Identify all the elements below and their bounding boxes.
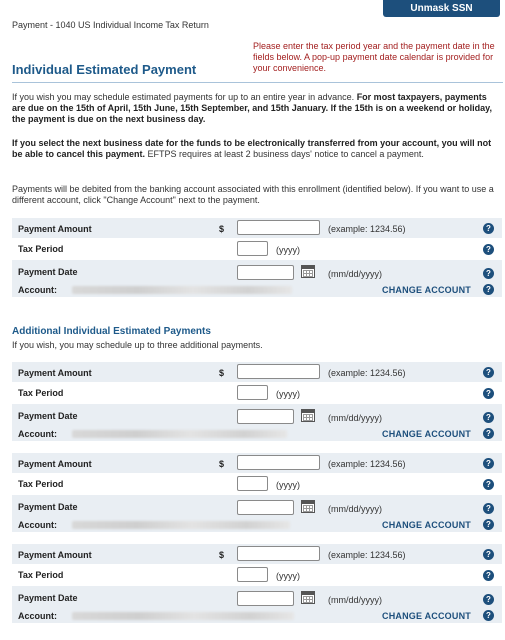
cancel-text: EFTPS requires at least 2 business days' notice to cancel a payment. [145, 149, 424, 159]
help-icon[interactable]: ? [483, 479, 494, 490]
help-icon[interactable]: ? [483, 244, 494, 255]
help-icon[interactable]: ? [483, 519, 494, 530]
change-account-link[interactable]: CHANGE ACCOUNT [382, 611, 471, 621]
dollar-sign: $ [219, 459, 225, 469]
additional-payments-title: Additional Individual Estimated Payments [12, 326, 211, 337]
masked-account-number [72, 612, 294, 620]
intro-paragraph-cancel [12, 138, 500, 160]
dollar-sign: $ [219, 224, 225, 234]
payment-date-row [12, 586, 502, 623]
dollar-sign: $ [219, 368, 225, 378]
unmask-ssn-button[interactable]: Unmask SSN [383, 0, 500, 17]
payment-date-input[interactable] [237, 409, 294, 424]
additional-payments-subtitle: If you wish, you may schedule up to three additional payments. [12, 340, 263, 350]
period-hint: (yyyy) [276, 245, 300, 255]
amount-hint: (example: 1234.56) [328, 550, 406, 560]
masked-account-number [72, 521, 290, 529]
tax-period-input[interactable] [237, 476, 268, 491]
calendar-icon[interactable] [301, 265, 315, 278]
payment-amount-row [12, 218, 502, 238]
payment-date-label: Payment Date [18, 411, 78, 421]
tax-period-label: Tax Period [18, 388, 64, 398]
period-hint: (yyyy) [276, 480, 300, 490]
payment-date-input[interactable] [237, 500, 294, 515]
change-account-link[interactable]: CHANGE ACCOUNT [382, 520, 471, 530]
payment-date-label: Payment Date [18, 502, 78, 512]
masked-account-number [72, 430, 287, 438]
payment-amount-label: Payment Amount [18, 459, 92, 469]
help-icon[interactable]: ? [483, 610, 494, 621]
cancel-bold-text: If you select the next business date for the funds to be electronically transferred from your account, you will not be able to cancel this payment. [12, 138, 492, 159]
page-title: Individual Estimated Payment [12, 62, 197, 77]
help-icon[interactable]: ? [483, 458, 494, 469]
help-icon[interactable]: ? [483, 284, 494, 295]
change-account-link[interactable]: CHANGE ACCOUNT [382, 429, 471, 439]
tax-period-input[interactable] [237, 241, 268, 256]
intro-bold-text: For most taxpayers, payments are due on the 15th of April, 15th June, 15th September, and 15th January. If the 15th is on a weekend or holiday, the payment is due on the next business day. [12, 92, 492, 124]
date-hint: (mm/dd/yyyy) [328, 595, 382, 605]
account-label: Account: [18, 611, 57, 621]
payment-date-input[interactable] [237, 265, 294, 280]
payment-amount-label: Payment Amount [18, 550, 92, 560]
help-icon[interactable]: ? [483, 367, 494, 378]
amount-hint: (example: 1234.56) [328, 368, 406, 378]
tax-period-row [12, 382, 502, 404]
masked-account-number [72, 286, 292, 294]
help-icon[interactable]: ? [483, 223, 494, 234]
change-account-link[interactable]: CHANGE ACCOUNT [382, 285, 471, 295]
instruction-notice: Please enter the tax period year and the payment date in the fields below. A pop-up payment date calendar is provided for your convenience. [253, 41, 495, 73]
account-label: Account: [18, 520, 57, 530]
help-icon[interactable]: ? [483, 388, 494, 399]
amount-hint: (example: 1234.56) [328, 224, 406, 234]
tax-period-label: Tax Period [18, 570, 64, 580]
account-label: Account: [18, 429, 57, 439]
calendar-icon[interactable] [301, 409, 315, 422]
intro-text: If you wish you may schedule estimated payments for up to an entire year in advance. [12, 92, 357, 102]
payment-amount-label: Payment Amount [18, 368, 92, 378]
help-icon[interactable]: ? [483, 268, 494, 279]
help-icon[interactable]: ? [483, 594, 494, 605]
payment-date-row [12, 495, 502, 532]
tax-period-row [12, 564, 502, 586]
amount-hint: (example: 1234.56) [328, 459, 406, 469]
dollar-sign: $ [219, 550, 225, 560]
tax-period-row [12, 473, 502, 495]
payment-amount-input[interactable] [237, 546, 320, 561]
breadcrumb: Payment - 1040 US Individual Income Tax Return [12, 20, 209, 30]
intro-paragraph-account: Payments will be debited from the banking account associated with this enrollment (identified below). If you want to use a different account, click "Change Account" next to the payment. [12, 184, 494, 205]
help-icon[interactable]: ? [483, 570, 494, 581]
payment-date-label: Payment Date [18, 593, 78, 603]
help-icon[interactable]: ? [483, 412, 494, 423]
date-hint: (mm/dd/yyyy) [328, 413, 382, 423]
date-hint: (mm/dd/yyyy) [328, 504, 382, 514]
calendar-icon[interactable] [301, 591, 315, 604]
tax-period-label: Tax Period [18, 244, 64, 254]
payment-amount-row [12, 544, 502, 564]
payment-amount-row [12, 453, 502, 473]
tax-period-label: Tax Period [18, 479, 64, 489]
payment-date-row [12, 260, 502, 297]
payment-date-input[interactable] [237, 591, 294, 606]
payment-amount-label: Payment Amount [18, 224, 92, 234]
payment-date-row [12, 404, 502, 441]
help-icon[interactable]: ? [483, 428, 494, 439]
payment-amount-input[interactable] [237, 220, 320, 235]
payment-amount-input[interactable] [237, 455, 320, 470]
help-icon[interactable]: ? [483, 503, 494, 514]
tax-period-row [12, 238, 502, 260]
tax-period-input[interactable] [237, 385, 268, 400]
calendar-icon[interactable] [301, 500, 315, 513]
payment-amount-input[interactable] [237, 364, 320, 379]
intro-paragraph-schedule [12, 92, 500, 125]
period-hint: (yyyy) [276, 389, 300, 399]
account-label: Account: [18, 285, 57, 295]
help-icon[interactable]: ? [483, 549, 494, 560]
tax-period-input[interactable] [237, 567, 268, 582]
period-hint: (yyyy) [276, 571, 300, 581]
payment-date-label: Payment Date [18, 267, 78, 277]
payment-amount-row [12, 362, 502, 382]
date-hint: (mm/dd/yyyy) [328, 269, 382, 279]
title-divider [12, 82, 503, 83]
